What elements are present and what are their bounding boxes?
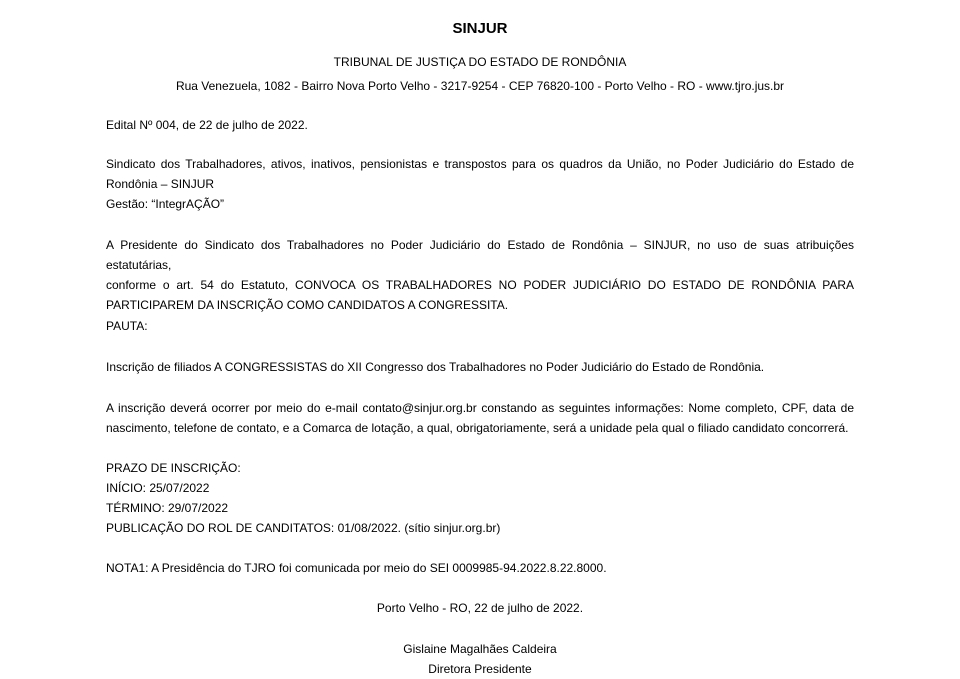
- inscricao-paragraph: Inscrição de filiados A CONGRESSISTAS do XII Congresso dos Trabalhadores no Poder Judiciário do Estado de Rondônia.: [106, 360, 765, 374]
- sindicato-paragraph: [106, 154, 854, 214]
- court-name: TRIBUNAL DE JUSTIÇA DO ESTADO DE RONDÔNIA: [333, 55, 627, 69]
- court-address: Rua Venezuela, 1082 - Bairro Nova Porto Velho - 3217-9254 - CEP 76820-100 - Porto Velho - RO - www.tjro.jus.br: [175, 79, 785, 93]
- prazo-block: [106, 458, 854, 538]
- signatory-title: Diretora Presidente: [428, 662, 532, 676]
- sindicato-line-2: Rondônia – SINJUR: [106, 177, 215, 191]
- signatory-name: Gislaine Magalhães Caldeira: [403, 642, 557, 656]
- edital-number: Edital Nº 004, de 22 de julho de 2022.: [106, 118, 308, 132]
- place-and-date: Porto Velho - RO, 22 de julho de 2022.: [376, 601, 584, 615]
- prazo-heading: PRAZO DE INSCRIÇÃO:: [106, 461, 241, 475]
- email-paragraph: [106, 398, 854, 438]
- presidente-line-1: A Presidente do Sindicato dos Trabalhadores no Poder Judiciário do Estado de Rondônia – SINJUR, no uso de suas atribuições estatutárias,: [106, 238, 854, 272]
- pauta-heading: PAUTA:: [106, 319, 148, 333]
- publicacao-date: PUBLICAÇÃO DO ROL DE CANDITATOS: 01/08/2022. (sítio sinjur.org.br): [106, 521, 501, 535]
- presidente-paragraph: [106, 235, 854, 315]
- email-line-1: A inscrição deverá ocorrer por meio do e-mail contato@sinjur.org.br constando as seguintes informações: Nome completo, CPF, data de: [106, 401, 854, 415]
- presidente-line-2: conforme o art. 54 do Estatuto, CONVOCA OS TRABALHADORES NO PODER JUDICIÁRIO DO ESTADO DE RONDÔNIA PARA: [106, 278, 854, 292]
- inicio-date: INÍCIO: 25/07/2022: [106, 481, 210, 495]
- termino-date: TÉRMINO: 29/07/2022: [106, 501, 229, 515]
- email-line-2: nascimento, telefone de contato, e a Comarca de lotação, a qual, obrigatoriamente, será a unidade pela qual o filiado candidato concorrerá.: [106, 421, 849, 435]
- gestao-line: Gestão: “IntegrAÇÃO”: [106, 197, 225, 211]
- sindicato-line-1: Sindicato dos Trabalhadores, ativos, inativos, pensionistas e transpostos para os quadros da União, no Poder Judiciário do Estado de: [106, 157, 854, 171]
- document-title: SINJUR: [452, 20, 508, 37]
- nota-paragraph: NOTA1: A Presidência do TJRO foi comunicada por meio do SEI 0009985-94.2022.8.22.8000.: [106, 561, 607, 575]
- presidente-line-3: PARTICIPAREM DA INSCRIÇÃO COMO CANDIDATOS A CONGRESSITA.: [106, 298, 509, 312]
